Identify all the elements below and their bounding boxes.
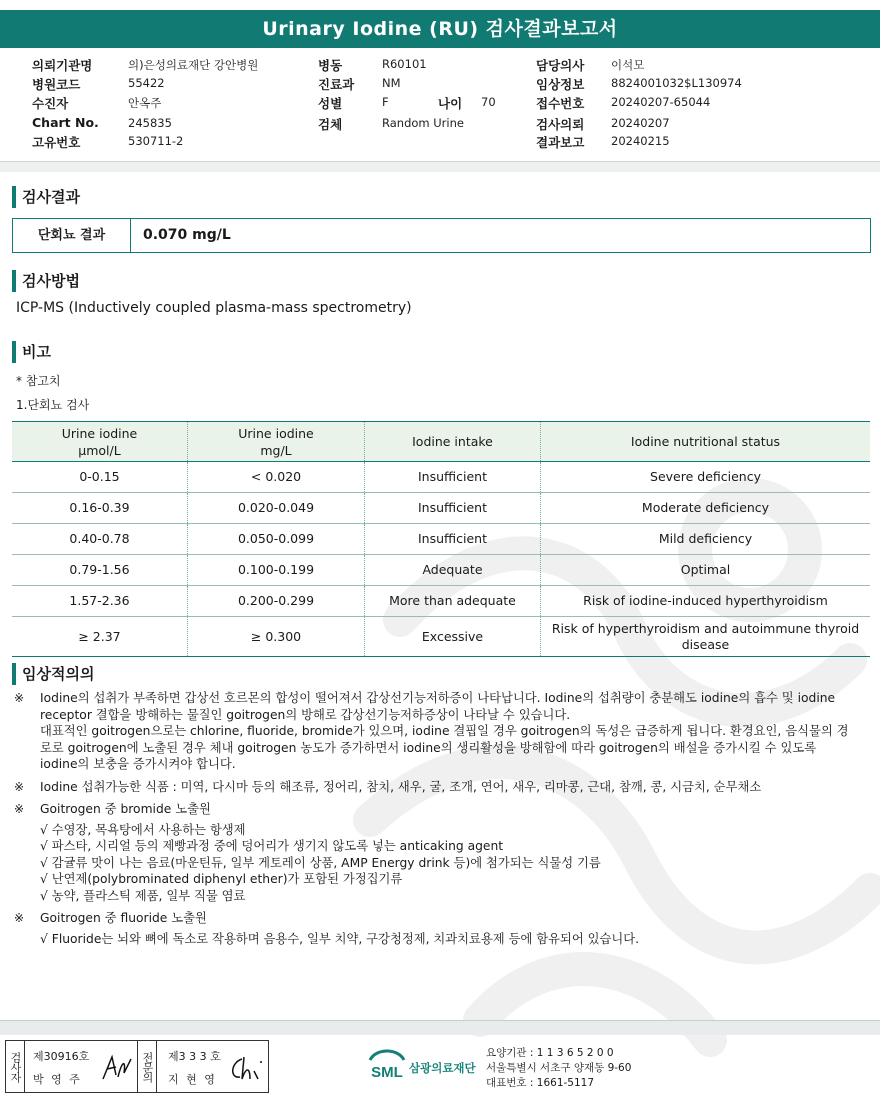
table-cell: Insufficient bbox=[365, 462, 541, 493]
info-label: 담당의사 bbox=[536, 58, 585, 73]
result-label: 단회뇨 결과 bbox=[13, 219, 131, 252]
reference-table-header bbox=[12, 422, 870, 462]
info-value: NM bbox=[382, 76, 401, 90]
section-remarks-heading: 비고 bbox=[12, 341, 51, 363]
info-label: 의뢰기관명 bbox=[32, 58, 93, 73]
info-label: 진료과 bbox=[318, 77, 355, 92]
clinical-p4: Goitrogen 중 fluoride 노출원 bbox=[40, 911, 207, 925]
list-item: √ 난연제(polybrominated diphenyl ether)가 포함된 가정집기류 bbox=[40, 872, 403, 886]
signature-stamp bbox=[5, 1040, 269, 1093]
list-item: √ Fluoride는 뇌와 뼈에 독소로 작용하며 음용수, 일부 치약, 구강청정제, 치과치료용제 등에 함유되어 있습니다. bbox=[40, 931, 640, 946]
table-cell: 0.16-0.39 bbox=[12, 493, 188, 524]
reference-note: * 참고치 bbox=[16, 374, 61, 388]
examiner-name: 박 영 주 bbox=[33, 1073, 82, 1086]
list-item: √ 파스타, 시리얼 등의 제빵과정 중에 덩어리가 생기지 않도록 넣는 anticaking agent bbox=[40, 839, 504, 853]
stamp-specialist-label: 전문의 bbox=[137, 1041, 157, 1092]
footer-divider bbox=[0, 1020, 880, 1035]
svg-text:SML: SML bbox=[371, 1064, 403, 1081]
bromide-list bbox=[12, 822, 852, 905]
table-cell: 0.79-1.56 bbox=[12, 555, 188, 586]
table-cell: ≥ 2.37 bbox=[12, 617, 188, 657]
info-label: 성별 bbox=[318, 96, 343, 111]
table-row bbox=[12, 617, 870, 657]
lab-address bbox=[486, 1046, 631, 1091]
table-cell: 0.050-0.099 bbox=[188, 524, 365, 555]
info-label: 임상정보 bbox=[536, 77, 585, 92]
specialist-signature bbox=[228, 1053, 264, 1083]
info-value: 이석모 bbox=[611, 58, 645, 72]
info-value: F bbox=[382, 95, 389, 109]
clinical-paragraph bbox=[12, 801, 852, 818]
fluoride-list bbox=[12, 931, 852, 948]
info-value: 20240207-65044 bbox=[611, 95, 711, 109]
bullet-marker: ※ bbox=[14, 911, 25, 925]
table-cell: Adequate bbox=[365, 555, 541, 586]
lab-street-address: 서울특별시 서초구 양재동 9-60 bbox=[486, 1062, 632, 1074]
info-label: Chart No. bbox=[32, 115, 99, 130]
table-cell: Risk of iodine-induced hyperthyroidism bbox=[541, 586, 871, 617]
table-cell: Insufficient bbox=[365, 493, 541, 524]
clinical-p1b: 대표적인 goitrogen으로는 chlorine, fluoride, bromide가 있으며, iodine 결핍일 경우 goitrogen의 독성은 급증하게 됩니다. 환경요인, 음식물의 경로로 goitrogen에 노출된 경우 체내 goitrogen 농도가 증가하면서 iodine의 생리활성을 방해함에 따라 goitrogen의 배설을 증가시킬 수 있도록 iodine의 보충을 증가시켜야 합니다. bbox=[40, 724, 849, 771]
info-value: Random Urine bbox=[382, 116, 464, 130]
sml-logo bbox=[366, 1046, 408, 1086]
clinical-p1: Iodine의 섭취가 부족하면 갑상선 호르몬의 합성이 떨어져서 갑상선기능저하증이 나타납니다. Iodine의 섭취량이 충분해도 iodine의 흡수 및 iodine receptor 결합을 방해하는 물질인 goitrogen의 방해로 갑상선기능저하증상이 나타날 수 있습니다. bbox=[40, 691, 836, 722]
table-cell: Insufficient bbox=[365, 524, 541, 555]
section-clinical-heading: 임상적의의 bbox=[12, 663, 94, 685]
specialist-license: 제3 3 3 호 bbox=[168, 1050, 221, 1063]
table-cell: Excessive bbox=[365, 617, 541, 657]
header-mgl: Urine iodine mg/L bbox=[188, 422, 365, 462]
result-value: 0.070 mg/L bbox=[143, 227, 231, 243]
info-label: 병원코드 bbox=[32, 77, 81, 92]
bullet-marker: ※ bbox=[14, 691, 25, 705]
age-label: 나이 bbox=[438, 96, 463, 111]
clinical-significance bbox=[12, 690, 852, 947]
age-value: 70 bbox=[481, 95, 496, 109]
info-label: 고유번호 bbox=[32, 135, 81, 150]
examiner-license: 제30916호 bbox=[33, 1050, 90, 1063]
clinical-p2: Iodine 섭취가능한 식품 : 미역, 다시마 등의 해조류, 정어리, 참치, 새우, 굴, 조개, 연어, 새우, 리마콩, 근대, 참깨, 콩, 시금치, 순무채소 bbox=[40, 779, 762, 794]
bullet-marker: ※ bbox=[14, 779, 25, 794]
info-label: 검사의뢰 bbox=[536, 117, 585, 132]
list-item: √ 농약, 플라스틱 제품, 일부 직물 염료 bbox=[40, 888, 246, 903]
table-cell: 0-0.15 bbox=[12, 462, 188, 493]
table-row bbox=[12, 555, 870, 586]
lab-phone: 대표번호 : 1661-5117 bbox=[486, 1077, 595, 1089]
info-label: 수진자 bbox=[32, 96, 69, 111]
clinical-paragraph bbox=[12, 779, 852, 796]
section-result-heading: 검사결과 bbox=[12, 186, 80, 208]
clinical-p3: Goitrogen 중 bromide 노출원 bbox=[40, 802, 211, 816]
clinical-paragraph bbox=[12, 690, 852, 773]
header-umol: Urine iodine μmol/L bbox=[12, 422, 188, 462]
patient-info bbox=[0, 54, 880, 154]
clinical-paragraph bbox=[12, 910, 852, 927]
table-cell: 0.200-0.299 bbox=[188, 586, 365, 617]
table-cell: More than adequate bbox=[365, 586, 541, 617]
table-cell: 0.100-0.199 bbox=[188, 555, 365, 586]
result-box bbox=[12, 218, 871, 253]
info-value: 의)은성의료재단 강안병원 bbox=[128, 58, 259, 72]
info-value: 55422 bbox=[128, 76, 165, 90]
header-status: Iodine nutritional status bbox=[541, 422, 871, 462]
table-cell: Optimal bbox=[541, 555, 871, 586]
table-row bbox=[12, 524, 870, 555]
lab-code: 요양기관 : 1 1 3 6 5 2 0 0 bbox=[486, 1047, 614, 1059]
table-cell: Mild deficiency bbox=[541, 524, 871, 555]
report-title: Urinary Iodine (RU) 검사결과보고서 bbox=[0, 10, 880, 48]
table-row bbox=[12, 462, 870, 493]
info-value: 245835 bbox=[128, 116, 172, 130]
info-label: 병동 bbox=[318, 58, 343, 73]
table-row bbox=[12, 586, 870, 617]
info-value: 530711-2 bbox=[128, 134, 184, 148]
stamp-examiner-label: 검사자 bbox=[6, 1041, 25, 1092]
table-row bbox=[12, 493, 870, 524]
info-value: 안옥주 bbox=[128, 96, 162, 110]
table-cell: Risk of hyperthyroidism and autoimmune thyroid disease bbox=[541, 617, 871, 657]
method-text: ICP-MS (Inductively coupled plasma-mass spectrometry) bbox=[16, 300, 412, 316]
reference-subtitle: 1.단회뇨 검사 bbox=[16, 398, 90, 412]
info-value: 20240215 bbox=[611, 134, 670, 148]
info-label: 검체 bbox=[318, 117, 343, 132]
table-cell: 0.020-0.049 bbox=[188, 493, 365, 524]
table-cell: 1.57-2.36 bbox=[12, 586, 188, 617]
table-cell: < 0.020 bbox=[188, 462, 365, 493]
table-cell: ≥ 0.300 bbox=[188, 617, 365, 657]
info-value: 20240207 bbox=[611, 116, 670, 130]
bullet-marker: ※ bbox=[14, 802, 25, 816]
lab-name: 삼광의료재단 bbox=[409, 1061, 476, 1075]
specialist-name: 지 현 영 bbox=[168, 1073, 217, 1086]
header-intake: Iodine intake bbox=[365, 422, 541, 462]
info-value: 8824001032$L130974 bbox=[611, 76, 742, 90]
list-item: √ 수영장, 목욕탕에서 사용하는 항생제 bbox=[40, 822, 246, 837]
header-divider bbox=[0, 161, 880, 172]
reference-table bbox=[12, 421, 870, 657]
table-cell: Severe deficiency bbox=[541, 462, 871, 493]
table-cell: 0.40-0.78 bbox=[12, 524, 188, 555]
section-method-heading: 검사방법 bbox=[12, 270, 80, 292]
info-label: 결과보고 bbox=[536, 135, 585, 150]
list-item: √ 감귤류 맛이 나는 음료(마운틴듀, 일부 게토레이 상품, AMP Energy drink 등)에 첨가되는 식물성 기름 bbox=[40, 855, 601, 870]
info-value: R60101 bbox=[382, 57, 427, 71]
examiner-signature bbox=[100, 1053, 134, 1083]
info-label: 접수번호 bbox=[536, 96, 585, 111]
table-cell: Moderate deficiency bbox=[541, 493, 871, 524]
